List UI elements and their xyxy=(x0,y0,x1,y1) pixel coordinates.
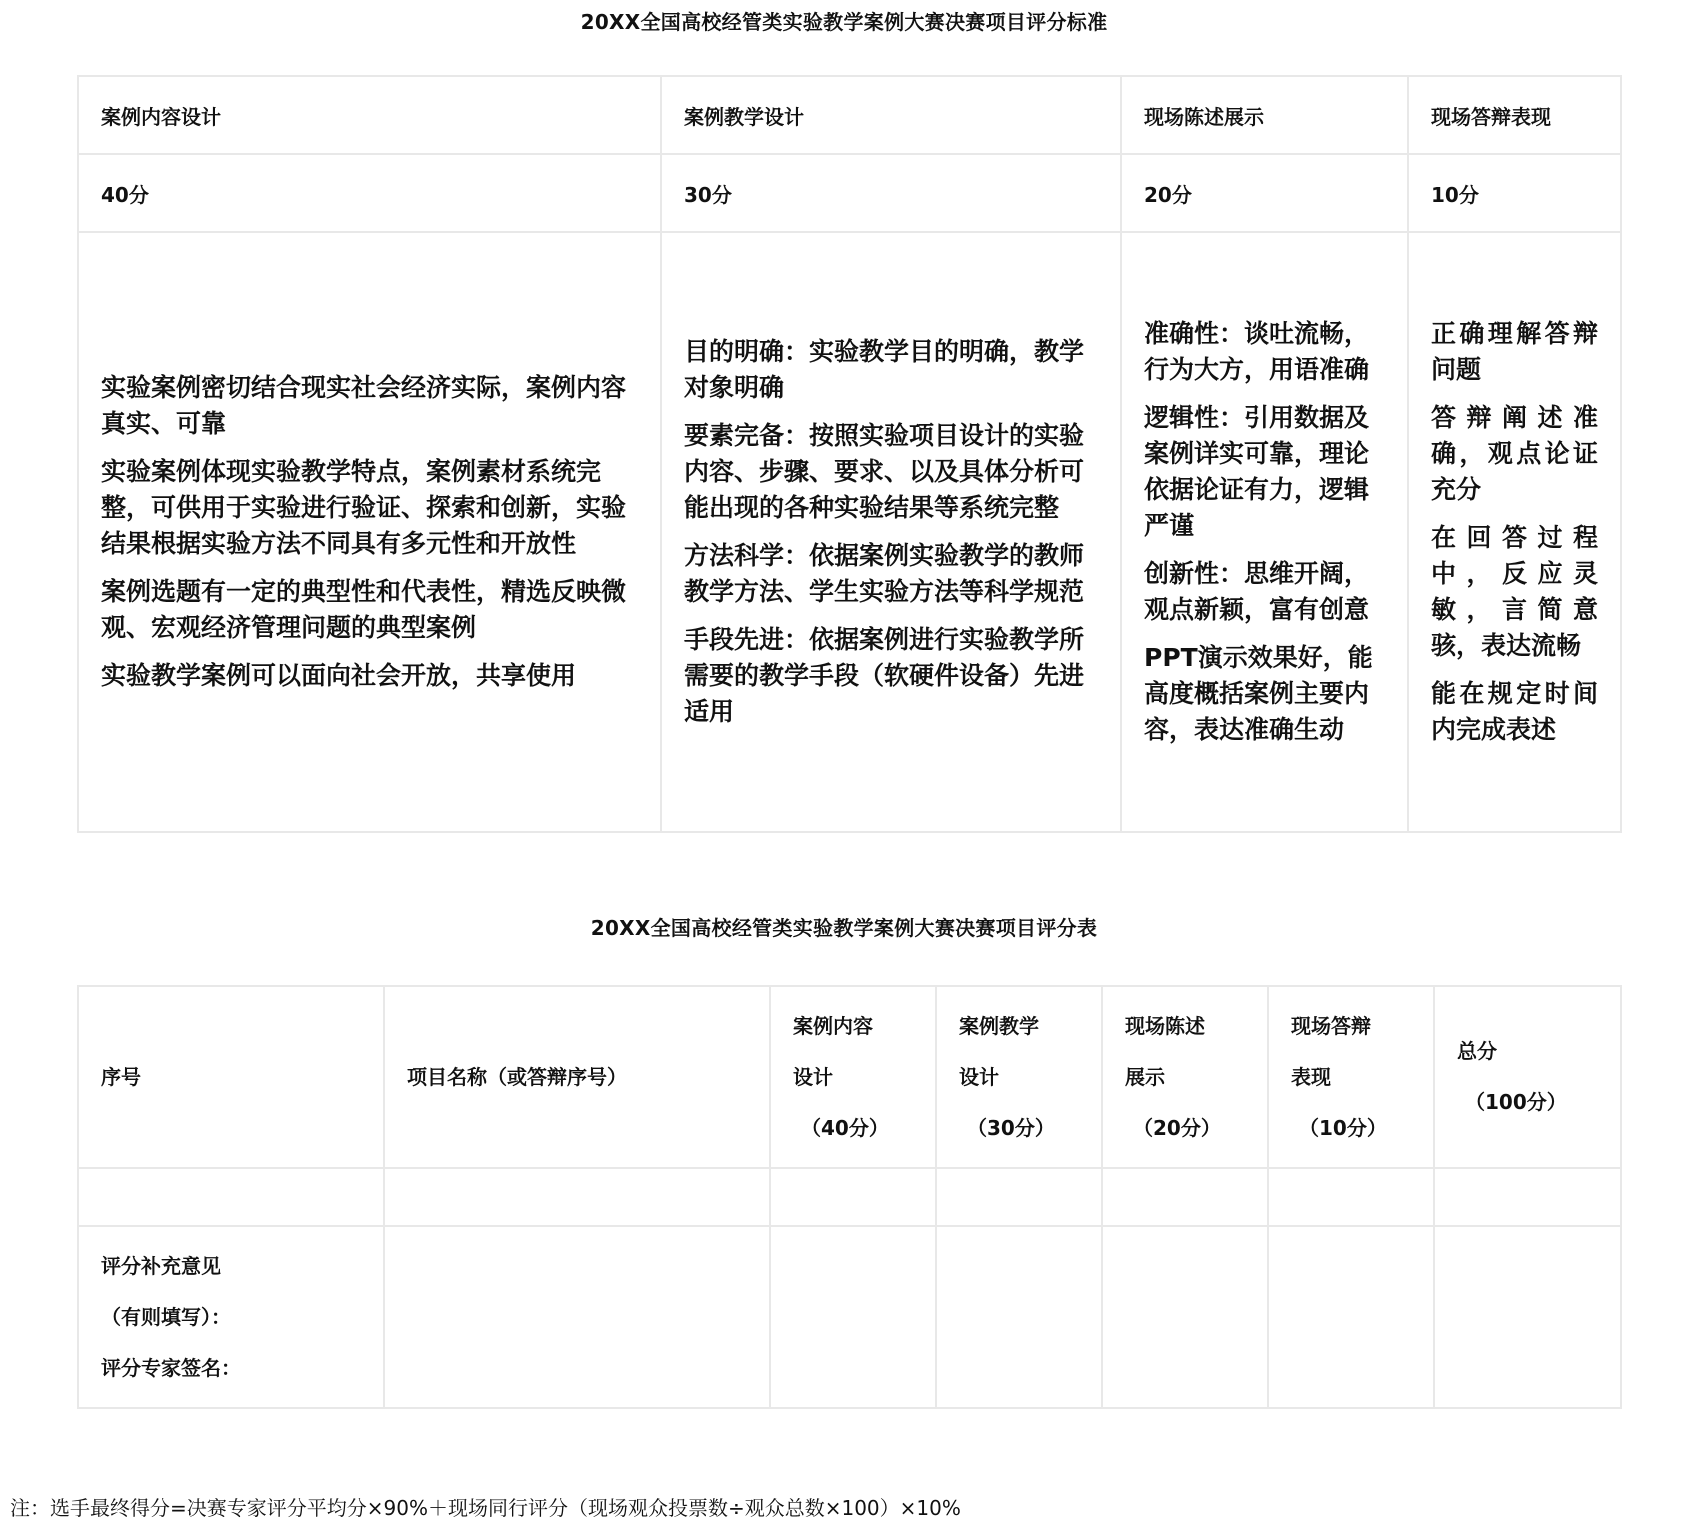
scoresheet-header-total xyxy=(1434,986,1621,1168)
teaching-design-score-cell[interactable] xyxy=(936,1168,1102,1226)
criteria-header-teaching-design: 案例教学设计 xyxy=(661,76,1121,154)
criteria-item: 逻辑性：引用数据及案例详实可靠，理论依据论证有力，逻辑严谨 xyxy=(1144,403,1370,540)
header-points: （40分） xyxy=(801,1115,889,1140)
criteria-score-defense: 10分 xyxy=(1408,154,1621,232)
content-design-score-cell[interactable] xyxy=(770,1168,936,1226)
remark-hint: （有则填写）： xyxy=(101,1304,231,1329)
remark-input-cell[interactable] xyxy=(770,1226,936,1408)
criteria-header-row xyxy=(78,76,1621,154)
header-line: 案例内容 xyxy=(793,1013,873,1038)
scoresheet-header-defense xyxy=(1268,986,1434,1168)
criteria-detail-teaching-design xyxy=(661,232,1121,832)
criteria-header-presentation: 现场陈述展示 xyxy=(1121,76,1408,154)
criteria-item: 在回答过程中，反应灵敏，言简意骇，表达流畅 xyxy=(1431,523,1598,660)
scoresheet-remark-row xyxy=(78,1226,1621,1408)
remark-input-cell[interactable] xyxy=(936,1226,1102,1408)
header-line: 案例教学 xyxy=(959,1013,1039,1038)
criteria-item: 目的明确：实验教学目的明确，教学对象明确 xyxy=(684,337,1085,402)
footnote: 注：选手最终得分=决赛专家评分平均分×90%＋现场同行评分（现场观众投票数÷观众总数×100）×10% xyxy=(10,1496,961,1520)
header-line: 设计 xyxy=(793,1064,833,1089)
criteria-detail-defense xyxy=(1408,232,1621,832)
criteria-item: 准确性：谈吐流畅，行为大方，用语准确 xyxy=(1144,319,1370,384)
criteria-score-content-design: 40分 xyxy=(78,154,661,232)
header-line: 表现 xyxy=(1291,1064,1331,1089)
scoresheet-header-name: 项目名称（或答辩序号） xyxy=(384,986,770,1168)
criteria-score-presentation: 20分 xyxy=(1121,154,1408,232)
criteria-item: 答辩阐述准确，观点论证充分 xyxy=(1431,403,1598,504)
scoresheet-entry-row xyxy=(78,1168,1621,1226)
criteria-item: 实验案例体现实验教学特点，案例素材系统完整，可供用于实验进行验证、探索和创新，实验结果根据实验方法不同具有多元性和开放性 xyxy=(101,457,627,558)
criteria-item: 正确理解答辩问题 xyxy=(1431,319,1598,384)
criteria-item: 方法科学：依据案例实验教学的教师教学方法、学生实验方法等科学规范 xyxy=(684,541,1085,606)
header-line: 展示 xyxy=(1125,1064,1165,1089)
header-line: 总分 xyxy=(1457,1039,1497,1063)
criteria-item: 实验教学案例可以面向社会开放，共享使用 xyxy=(101,661,577,690)
criteria-item: 能在规定时间内完成表述 xyxy=(1431,679,1598,744)
criteria-header-content-design: 案例内容设计 xyxy=(78,76,661,154)
scoresheet-header-teaching-design xyxy=(936,986,1102,1168)
scoresheet-title: 20XX全国高校经管类实验教学案例大赛决赛项目评分表 xyxy=(590,916,1098,940)
remark-label-cell xyxy=(78,1226,384,1408)
total-score-cell[interactable] xyxy=(1434,1168,1621,1226)
criteria-detail-presentation xyxy=(1121,232,1408,832)
criteria-detail-content-design xyxy=(78,232,661,832)
seq-cell[interactable] xyxy=(78,1168,384,1226)
scoresheet-header-presentation xyxy=(1102,986,1268,1168)
scoresheet-table xyxy=(77,985,1622,1409)
criteria-item: 创新性：思维开阔，观点新颖，富有创意 xyxy=(1144,559,1370,624)
scoresheet-header-seq: 序号 xyxy=(78,986,384,1168)
header-points: （10分） xyxy=(1299,1115,1387,1140)
signature-label: 评分专家签名： xyxy=(101,1355,241,1380)
criteria-title: 20XX全国高校经管类实验教学案例大赛决赛项目评分标准 xyxy=(580,10,1108,34)
criteria-item: 实验案例密切结合现实社会经济实际，案例内容真实、可靠 xyxy=(101,373,627,438)
remark-input-cell[interactable] xyxy=(384,1226,770,1408)
criteria-item: 要素完备：按照实验项目设计的实验内容、步骤、要求、以及具体分析可能出现的各种实验结果等系统完整 xyxy=(684,421,1085,522)
project-name-cell[interactable] xyxy=(384,1168,770,1226)
header-points: （100分） xyxy=(1465,1090,1567,1114)
criteria-item: 手段先进：依据案例进行实验教学所需要的教学手段（软硬件设备）先进适用 xyxy=(684,625,1085,726)
defense-score-cell[interactable] xyxy=(1268,1168,1434,1226)
header-line: 现场陈述 xyxy=(1125,1013,1205,1038)
criteria-score-row xyxy=(78,154,1621,232)
criteria-item: PPT演示效果好，能高度概括案例主要内容，表达准确生动 xyxy=(1144,643,1373,744)
header-line: 现场答辩 xyxy=(1291,1013,1371,1038)
remark-label: 评分补充意见 xyxy=(101,1253,221,1278)
remark-input-cell[interactable] xyxy=(1102,1226,1268,1408)
criteria-score-teaching-design: 30分 xyxy=(661,154,1121,232)
header-line: 设计 xyxy=(959,1064,999,1089)
criteria-table xyxy=(77,75,1622,833)
header-points: （30分） xyxy=(967,1115,1055,1140)
remark-input-cell[interactable] xyxy=(1434,1226,1621,1408)
remark-input-cell[interactable] xyxy=(1268,1226,1434,1408)
criteria-item: 案例选题有一定的典型性和代表性，精选反映微观、宏观经济管理问题的典型案例 xyxy=(101,577,627,642)
presentation-score-cell[interactable] xyxy=(1102,1168,1268,1226)
criteria-detail-row xyxy=(78,232,1621,832)
criteria-header-defense: 现场答辩表现 xyxy=(1408,76,1621,154)
scoresheet-header-content-design xyxy=(770,986,936,1168)
header-points: （20分） xyxy=(1133,1115,1221,1140)
scoresheet-header-row xyxy=(78,986,1621,1168)
